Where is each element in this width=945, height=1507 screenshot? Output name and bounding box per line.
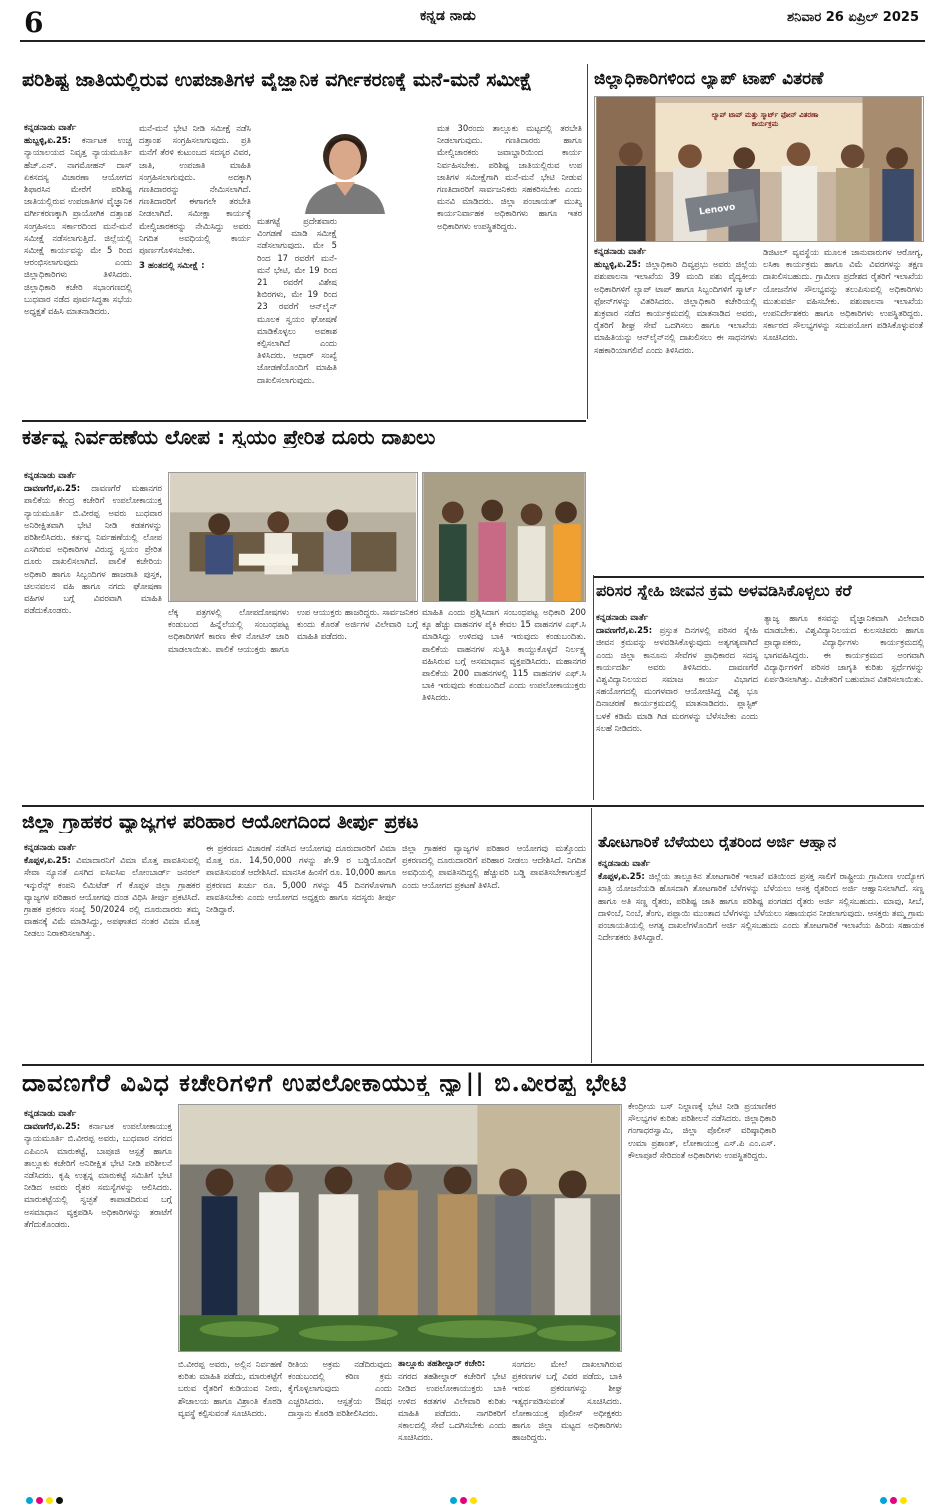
survey-column-2	[139, 122, 251, 397]
survey-column-3a	[257, 215, 337, 395]
market-visit-image	[179, 1105, 621, 1351]
issue-date: ಶನಿವಾರ 26 ಏಪ್ರಿಲ್ 2025	[787, 10, 919, 25]
lifestyle-column-2	[764, 612, 924, 802]
survey-text-2: ಮನೆ-ಮನೆ ಭೇಟಿ ನೀಡಿ ಸಮೀಕ್ಷೆ ನಡೆಸಿ ದತ್ತಾಂಶ ಸಂಗ್ರಹಿಸಲಾಗುವುದು. ಪ್ರತಿ ಮನೆಗೆ ತೆರಳಿ ಕುಟುಂಬದ ಸದಸ್ಯರ ವಿವರ, ಜಾತಿ, ಉಪಜಾತಿ ಮಾಹಿತಿ ಸಂಗ್ರಹಿಸಲಾಗುವುದು. ಅದಕ್ಕಾಗಿ ಗಣತಿದಾರರನ್ನು ನೇಮಿಸಲಾಗಿದೆ. ಗಣತಿದಾರರಿಗೆ ಈಗಾಗಲೇ ತರಬೇತಿ ನೀಡಲಾಗಿದೆ. ಸಮೀಕ್ಷಾ ಕಾರ್ಯಕ್ಕೆ ಮೇಲ್ವಿಚಾರಕರನ್ನು ನೇಮಿಸಿದ್ದು ಅವರು ನಿಗದಿತ ಅವಧಿಯಲ್ಲಿ ಕಾರ್ಯ ಪೂರ್ಣಗೊಳಿಸಬೇಕು.	[139, 123, 251, 256]
survey-column-4	[437, 122, 582, 397]
laptop-dateline: ಹುಬ್ಬಳ್ಳಿ,ಏ.25:	[594, 259, 641, 270]
section-rule	[22, 1064, 924, 1066]
complaint-text-3: ಮಾಹಿತಿ ಎಂದು ಪ್ರಶ್ನಿಸಿದಾಗ ಸಂಬಂಧಪಟ್ಟ ಅಧಿಕಾರಿ 200 ಕ್ಕೂ ಹೆಚ್ಚು ವಾಹನಗಳ ಪೈಕಿ ಕೇವಲ 15 ವಾಹನಗಳ ಎಫ್.ಸಿ ಮಾಡಿಸಿದ್ದು ಉಳಿದವು ಬಾಕಿ ಇರುವುದು ಕಂಡುಬಂದಿತು. ಪಾಲಿಕೆಯ ವಾಹನಗಳ ಸುಸ್ಥಿತಿ ಕಾಯ್ದುಕೊಳ್ಳದೆ ನಿರ್ಲಕ್ಷ್ಯ ವಹಿಸಿರುವ ಬಗ್ಗೆ ಅಸಮಾಧಾನ ವ್ಯಕ್ತಪಡಿಸಿದರು. ಮಹಾನಗರ ಪಾಲಿಕೆಯ 200 ವಾಹನಗಳಲ್ಲಿ 115 ವಾಹನಗಳ ಎಫ್.ಸಿ ಬಾಕಿ ಇರುವುದು ಕಂಡುಬಂದಿದೆ ಎಂದು ಉಪಲೋಕಾಯುಕ್ತರು ತಿಳಿಸಿದರು.	[422, 607, 586, 703]
laptop-headline: ಜಿಲ್ಲಾಧಿಕಾರಿಗಳಿಂದ ಲ್ಯಾಪ್ ಟಾಪ್ ವಿತರಣೆ	[594, 70, 824, 89]
laptop-column-1	[594, 246, 757, 414]
lifestyle-byline: ಕನ್ನಡನಾಡು ವಾರ್ತೆ	[596, 613, 649, 623]
laptop-event-photo	[594, 96, 924, 242]
complaint-column-3	[422, 606, 586, 801]
registration-mark	[36, 1497, 43, 1504]
consumer-dateline: ಕೊಪ್ಪಳ,ಏ.25:	[24, 855, 71, 866]
masthead	[0, 0, 945, 42]
page-number: 6	[24, 6, 44, 39]
laptop-byline: ಕನ್ನಡನಾಡು ವಾರ್ತೆ	[594, 247, 647, 257]
consumer-column-1	[24, 842, 200, 1057]
registration-mark	[26, 1497, 33, 1504]
lokayukta-text-5: ಸಂಗದಲ ಮೇಲೆ ದಾಖಲಾಗಿರುವ ಪ್ರಕರಣಗಳ ಬಗ್ಗೆ ವಿವರ ಪಡೆದು, ಬಾಕಿ ಇರುವ ಪ್ರಕರಣಗಳನ್ನು ಶೀಘ್ರ ಇತ್ಯರ್ಥಪಡಿಸುವಂತೆ ಸೂಚಿಸಿದರು. ಲೋಕಾಯುಕ್ತ ಪೊಲೀಸ್ ಅಧೀಕ್ಷಕರು ಹಾಗೂ ಜಿಲ್ಲಾ ಮಟ್ಟದ ಅಧಿಕಾರಿಗಳು ಹಾಜರಿದ್ದರು.	[512, 1359, 622, 1443]
registration-mark	[450, 1497, 457, 1504]
complaint-officials-photo	[422, 472, 586, 602]
complaint-text-2: ಲೆಕ್ಕ ಪತ್ರಗಳಲ್ಲಿ ಲೋಪದೋಷಗಳು ಕಂಡುಬಂದ ಹಿನ್ನೆಲೆಯಲ್ಲಿ ಸಂಬಂಧಪಟ್ಟ ಅಧಿಕಾರಿಗಳಿಗೆ ಕಾರಣ ಕೇಳಿ ನೋಟಿಸ್ ಜಾರಿ ಮಾಡಲಾಯಿತು. ಪಾಲಿಕೆ ಆಯುಕ್ತರು ಹಾಗೂ ಉಪ ಆಯುಕ್ತರು ಹಾಜರಿದ್ದರು. ಸಾರ್ವಜನಿಕರ ಕುಂದು ಕೊರತೆ ಅರ್ಜಿಗಳ ವಿಲೇವಾರಿ ಬಗ್ಗೆ ಮಾಹಿತಿ ಪಡೆದರು.	[168, 607, 418, 654]
survey-headline: ಪರಿಶಿಷ್ಟ ಜಾತಿಯಲ್ಲಿರುವ ಉಪಜಾತಿಗಳ ವೈಜ್ಞಾನಿಕ ವರ್ಗೀಕರಣಕ್ಕೆ ಮನೆ-ಮನೆ ಸಮೀಕ್ಷೆ	[22, 70, 533, 91]
paper-name: ಕನ್ನಡ ನಾಡು	[420, 8, 476, 24]
lokayukta-headline: ದಾವಣಗೆರೆ ವಿವಿಧ ಕಚೇರಿಗಳಿಗೆ ಉಪಲೋಕಾಯುಕ್ತ ನ್ಯಾ|| ಬಿ.ವೀರಪ್ಪ ಭೇಟಿ	[22, 1070, 628, 1097]
consumer-column-3	[402, 842, 586, 1057]
horticulture-text-1: ಜಿಲ್ಲೆಯ ತಾಲ್ಲೂಕಿನ ತೋಟಗಾರಿಕೆ ಇಲಾಖೆ ವತಿಯಿಂದ ಪ್ರಸಕ್ತ ಸಾಲಿಗೆ ರಾಷ್ಟ್ರೀಯ ಗ್ರಾಮೀಣ ಉದ್ಯೋಗ ಖಾತ್ರಿ ಯೋಜನೆಯಡಿ ಹೊಸದಾಗಿ ತೋಟಗಾರಿಕೆ ಬೆಳೆಗಳನ್ನು ಬೆಳೆಯಲು ಆಸಕ್ತ ರೈತರಿಂದ ಅರ್ಜಿ ಆಹ್ವಾನಿಸಲಾಗಿದೆ. ಸಣ್ಣ ಹಾಗೂ ಅತಿ ಸಣ್ಣ ರೈತರು, ಪರಿಶಿಷ್ಟ ಜಾತಿ ಹಾಗೂ ಪರಿಶಿಷ್ಟ ಪಂಗಡದ ರೈತರು ಅರ್ಜಿ ಸಲ್ಲಿಸಬಹುದು. ಮಾವು, ಸೀಬೆ, ದಾಳಿಂಬೆ, ನಿಂಬೆ, ತೆಂಗು, ಪಪ್ಪಾಯಿ ಮುಂತಾದ ಬೆಳೆಗಳನ್ನು ಬೆಳೆಯಲು ಸಹಾಯಧನ ನೀಡಲಾಗುವುದು. ಆಸಕ್ತರು ತಮ್ಮ ಗ್ರಾಮ ಪಂಚಾಯತಿಯಲ್ಲಿ ಅಗತ್ಯ ದಾಖಲೆಗಳೊಂದಿಗೆ ಅರ್ಜಿ ಸಲ್ಲಿಸಬಹುದು ಎಂದು ತೋಟಗಾರಿಕೆ ಇಲಾಖೆಯ ಹಿರಿಯ ಸಹಾಯಕ ನಿರ್ದೇಶಕರು ತಿಳಿಸಿದ್ದಾರೆ.	[598, 871, 924, 943]
section-rule	[22, 420, 586, 422]
survey-subhead-phases: 3 ಹಂತದಲ್ಲಿ ಸಮೀಕ್ಷೆ :	[139, 261, 205, 272]
consumer-byline: ಕನ್ನಡನಾಡು ವಾರ್ತೆ	[24, 843, 77, 853]
survey-byline: ಕನ್ನಡನಾಡು ವಾರ್ತೆ	[24, 123, 77, 133]
horticulture-column-1	[598, 858, 924, 1058]
lifestyle-column-1	[596, 612, 758, 802]
lifestyle-headline: ಪರಿಸರ ಸ್ನೇಹಿ ಜೀವನ ಕ್ರಮ ಅಳವಡಿಸಿಕೊಳ್ಳಲು ಕರೆ	[596, 582, 852, 600]
registration-mark	[56, 1497, 63, 1504]
registration-mark	[460, 1497, 467, 1504]
column-divider	[587, 64, 588, 419]
laptop-photo-banner: ಲ್ಯಾಪ್ ಟಾಪ್ ಮತ್ತು ಸ್ಮಾರ್ಟ್ ಫೋನ್ ವಿತರಣಾ ಕಾರ್ಯಕ್ರಮ	[711, 111, 819, 128]
column-divider	[591, 808, 592, 1063]
consumer-column-2	[206, 842, 396, 1057]
lokayukta-market-photo	[178, 1104, 622, 1352]
registration-mark	[900, 1497, 907, 1504]
consumer-headline: ಜಿಲ್ಲಾ ಗ್ರಾಹಕರ ವ್ಯಾಜ್ಯಗಳ ಪರಿಹಾರ ಆಯೋಗದಿಂದ ತೀರ್ಪು ಪ್ರಕಟ	[22, 812, 419, 833]
consumer-text-2: ಈ ಪ್ರಕರಣದ ವಿಚಾರಣೆ ನಡೆಸಿದ ಆಯೋಗವು ದೂರುದಾರರಿಗೆ ವಿಮಾ ಮೊತ್ತ ರೂ. 14,50,000 ಗಳನ್ನು ಶೇ.9 ರ ಬಡ್ಡಿಯೊಂದಿಗೆ ಪಾವತಿಸುವಂತೆ ಆದೇಶಿಸಿದೆ. ಮಾನಸಿಕ ಹಿಂಸೆಗೆ ರೂ. 10,000 ಹಾಗೂ ಪ್ರಕರಣದ ಖರ್ಚು ರೂ. 5,000 ಗಳನ್ನು 45 ದಿನಗಳೊಳಗಾಗಿ ಪಾವತಿಸಬೇಕು ಎಂದು ಆಯೋಗದ ಅಧ್ಯಕ್ಷರು ಹಾಗೂ ಸದಸ್ಯರು ತೀರ್ಪು ನೀಡಿದ್ದಾರೆ.	[206, 843, 396, 915]
survey-text-3: ಮತಗಟ್ಟೆ ಪ್ರದೇಶವಾರು ವಿಂಗಡಣೆ ಮಾಡಿ ಸಮೀಕ್ಷೆ ನಡೆಸಲಾಗುವುದು. ಮೇ 5 ರಿಂದ 17 ರವರೆಗೆ ಮನೆ-ಮನೆ ಭೇಟಿ, ಮೇ 19 ರಿಂದ 21 ರವರೆಗೆ ವಿಶೇಷ ಶಿಬಿರಗಳು, ಮೇ 19 ರಿಂದ 23 ರವರೆಗೆ ಆನ್‌ಲೈನ್ ಮೂಲಕ ಸ್ವಯಂ ಘೋಷಣೆ ಮಾಡಿಕೊಳ್ಳಲು ಅವಕಾಶ ಕಲ್ಪಿಸಲಾಗಿದೆ ಎಂದು ತಿಳಿಸಿದರು. ಆಧಾರ್ ಸಂಖ್ಯೆ ಜೋಡಣೆಯೊಂದಿಗೆ ಮಾಹಿತಿ ದಾಖಲಿಸಲಾಗುವುದು.	[257, 216, 337, 385]
laptop-column-2	[763, 246, 923, 571]
survey-text-4: ಮತ 30ರಂದು ತಾಲ್ಲೂಕು ಮಟ್ಟದಲ್ಲಿ ತರಬೇತಿ ನೀಡಲಾಗುವುದು. ಗಣತಿದಾರರು ಹಾಗೂ ಮೇಲ್ವಿಚಾರಕರು ಜವಾಬ್ದಾರಿಯಿಂದ ಕಾರ್ಯ ನಿರ್ವಹಿಸಬೇಕು. ಪರಿಶಿಷ್ಟ ಜಾತಿಯಲ್ಲಿರುವ ಉಪ ಜಾತಿಗಳ ಸಮೀಕ್ಷೆಗಾಗಿ ಮನೆ-ಮನೆ ಭೇಟಿ ನೀಡುವ ಗಣತಿದಾರರಿಗೆ ಸಾರ್ವಜನಿಕರು ಸಹಕರಿಸಬೇಕು ಎಂದು ಮನವಿ ಮಾಡಿದರು. ಜಿಲ್ಲಾ ಪಂಚಾಯತ್ ಮುಖ್ಯ ಕಾರ್ಯನಿರ್ವಾಹಕ ಅಧಿಕಾರಿಗಳು ಹಾಗೂ ಇತರ ಅಧಿಕಾರಿಗಳು ಉಪಸ್ಥಿತರಿದ್ದರು.	[437, 123, 582, 231]
lokayukta-byline: ಕನ್ನಡನಾಡು ವಾರ್ತೆ	[24, 1109, 77, 1119]
lokayukta-text-1: ಕರ್ನಾಟಕ ಉಪಲೋಕಾಯುಕ್ತ ನ್ಯಾಯಮೂರ್ತಿ ಬಿ.ವೀರಪ್ಪ ಅವರು, ಬುಧವಾರ ನಗರದ ಎಪಿಎಂಸಿ ಮಾರುಕಟ್ಟೆ, ಬಾಪೂಜಿ ಆಸ್ಪತ್ರೆ ಹಾಗೂ ತಾಲ್ಲೂಕು ಕಚೇರಿಗೆ ಅನಿರೀಕ್ಷಿತ ಭೇಟಿ ನೀಡಿ ಪರಿಶೀಲನೆ ನಡೆಸಿದರು. ಕೃಷಿ ಉತ್ಪನ್ನ ಮಾರುಕಟ್ಟೆ ಸಮಿತಿಗೆ ಭೇಟಿ ನೀಡಿದ ಅವರು ರೈತರ ಸಮಸ್ಯೆಗಳನ್ನು ಆಲಿಸಿದರು. ಮಾರುಕಟ್ಟೆಯಲ್ಲಿ ಸ್ವಚ್ಛತೆ ಕಾಪಾಡದಿರುವ ಬಗ್ಗೆ ಅಸಮಾಧಾನ ವ್ಯಕ್ತಪಡಿಸಿ ಅಧಿಕಾರಿಗಳನ್ನು ತರಾಟೆಗೆ ತೆಗೆದುಕೊಂಡರು.	[24, 1121, 172, 1229]
complaint-byline: ಕನ್ನಡನಾಡು ವಾರ್ತೆ	[24, 471, 77, 481]
officials-image	[423, 473, 585, 601]
lokayukta-column-4	[398, 1358, 506, 1488]
print-registration-bar	[0, 1495, 945, 1507]
registration-mark	[890, 1497, 897, 1504]
consumer-text-3: ಜಿಲ್ಲಾ ಗ್ರಾಹಕರ ವ್ಯಾಜ್ಯಗಳ ಪರಿಹಾರ ಆಯೋಗವು ಮತ್ತೊಂದು ಪ್ರಕರಣದಲ್ಲಿ ದೂರುದಾರರಿಗೆ ಪರಿಹಾರ ನೀಡಲು ಆದೇಶಿಸಿದೆ. ನಿಗದಿತ ಅವಧಿಯಲ್ಲಿ ಪಾವತಿಸದಿದ್ದಲ್ಲಿ ಹೆಚ್ಚುವರಿ ಬಡ್ಡಿ ಪಾವತಿಸಬೇಕಾಗುತ್ತದೆ ಎಂದು ಆಯೋಗದ ಪ್ರಕಟಣೆ ತಿಳಿಸಿದೆ.	[402, 843, 586, 890]
laptop-text-1: ಜಿಲ್ಲಾಧಿಕಾರಿ ದಿವ್ಯಪ್ರಭು ಅವರು ಜಿಲ್ಲೆಯ ಪಶುಪಾಲನಾ ಇಲಾಖೆಯ 39 ಮಂದಿ ಪಶು ವೈದ್ಯಕೀಯ ಅಧಿಕಾರಿಗಳಿಗೆ ಲ್ಯಾಪ್ ಟಾಪ್ ಹಾಗೂ ಸಿಬ್ಬಂದಿಗಳಿಗೆ ಸ್ಮಾರ್ಟ್ ಫೋನ್‌ಗಳನ್ನು ವಿತರಿಸಿದರು. ಜಿಲ್ಲಾಧಿಕಾರಿ ಕಚೇರಿಯಲ್ಲಿ ಶುಕ್ರವಾರ ನಡೆದ ಕಾರ್ಯಕ್ರಮದಲ್ಲಿ ಮಾತನಾಡಿದ ಅವರು, ರೈತರಿಗೆ ಶೀಘ್ರ ಸೇವೆ ಒದಗಿಸಲು ಹಾಗೂ ಇಲಾಖೆಯ ಮಾಹಿತಿಯನ್ನು ಆನ್‌ಲೈನ್‌ನಲ್ಲಿ ದಾಖಲಿಸಲು ಈ ಸಾಧನಗಳು ಸಹಕಾರಿಯಾಗಲಿವೆ ಎಂದು ತಿಳಿಸಿದರು.	[594, 259, 757, 355]
lifestyle-text-1: ಪ್ರಸ್ತುತ ದಿನಗಳಲ್ಲಿ ಪರಿಸರ ಸ್ನೇಹಿ ಜೀವನ ಕ್ರಮವನ್ನು ಅಳವಡಿಸಿಕೊಳ್ಳುವುದು ಅತ್ಯಗತ್ಯವಾಗಿದೆ ಎಂದು ಜಿಲ್ಲಾ ಕಾನೂನು ಸೇವೆಗಳ ಪ್ರಾಧಿಕಾರದ ಸದಸ್ಯ ಕಾರ್ಯದರ್ಶಿ ಅವರು ತಿಳಿಸಿದರು. ದಾವಣಗೆರೆ ವಿಶ್ವವಿದ್ಯಾನಿಲಯದ ಸಮಾಜ ಕಾರ್ಯ ವಿಭಾಗದ ಸಹಯೋಗದಲ್ಲಿ ಮಂಗಳವಾರ ಆಯೋಜಿಸಿದ್ದ ವಿಶ್ವ ಭೂ ದಿನಾಚರಣೆ ಕಾರ್ಯಕ್ರಮದಲ್ಲಿ ಮಾತನಾಡಿದರು. ಪ್ಲಾಸ್ಟಿಕ್ ಬಳಕೆ ಕಡಿಮೆ ಮಾಡಿ ಗಿಡ ಮರಗಳನ್ನು ಬೆಳೆಸಬೇಕು ಎಂದು ಸಲಹೆ ನೀಡಿದರು.	[596, 625, 758, 733]
survey-text-1: ಕರ್ನಾಟಕ ಉಚ್ಚ ನ್ಯಾಯಾಲಯದ ನಿವೃತ್ತ ನ್ಯಾಯಮೂರ್ತಿ ಹೆಚ್.ಎನ್. ನಾಗಮೋಹನ್ ದಾಸ್ ಏಕಸದಸ್ಯ ವಿಚಾರಣಾ ಆಯೋಗದ ಶಿಫಾರಸಿನ ಮೇರೆಗೆ ಪರಿಶಿಷ್ಟ ಜಾತಿಯಲ್ಲಿರುವ ಉಪಜಾತಿಗಳ ವೈಜ್ಞಾನಿಕ ವರ್ಗೀಕರಣಕ್ಕಾಗಿ ಪ್ರಾಯೋಗಿಕ ದತ್ತಾಂಶ ಸಂಗ್ರಹಿಸಲು ಸರ್ಕಾರದಿಂದ ಮನೆ-ಮನೆ ಸಮೀಕ್ಷೆ ನಡೆಸಲಾಗುತ್ತಿದೆ. ಜಿಲ್ಲೆಯಲ್ಲಿ ಸಮೀಕ್ಷೆ ಕಾರ್ಯವನ್ನು ಮೇ 5 ರಿಂದ ಆರಂಭಿಸಲಾಗುವುದು ಎಂದು ಜಿಲ್ಲಾಧಿಕಾರಿಗಳು ತಿಳಿಸಿದರು. ಜಿಲ್ಲಾಧಿಕಾರಿ ಕಚೇರಿ ಸಭಾಂಗಣದಲ್ಲಿ ಬುಧವಾರ ನಡೆದ ಪೂರ್ವಸಿದ್ಧತಾ ಸಭೆಯ ಅಧ್ಯಕ್ಷತೆ ವಹಿಸಿ ಮಾತನಾಡಿದರು.	[24, 135, 132, 317]
survey-column-3b	[342, 122, 432, 397]
complaint-text-1: ದಾವಣಗೆರೆ ಮಹಾನಗರ ಪಾಲಿಕೆಯ ಕೇಂದ್ರ ಕಚೇರಿಗೆ ಉಪಲೋಕಾಯುಕ್ತ ನ್ಯಾಯಮೂರ್ತಿ ಬಿ.ವೀರಪ್ಪ ಅವರು ಬುಧವಾರ ಅನಿರೀಕ್ಷಿತವಾಗಿ ಭೇಟಿ ನೀಡಿ ಕಡತಗಳನ್ನು ಪರಿಶೀಲಿಸಿದರು. ಕರ್ತವ್ಯ ನಿರ್ವಹಣೆಯಲ್ಲಿ ಲೋಪ ಎಸಗಿರುವ ಅಧಿಕಾರಿಗಳ ವಿರುದ್ಧ ಸ್ವಯಂ ಪ್ರೇರಿತ ದೂರು ದಾಖಲಿಸಲಾಗಿದೆ. ಪಾಲಿಕೆ ಕಚೇರಿಯ ಅಧಿಕಾರಿ ಹಾಗೂ ಸಿಬ್ಬಂದಿಗಳ ಹಾಜರಾತಿ ಪುಸ್ತಕ, ಚಲನವಲನ ವಹಿ ಹಾಗೂ ನಗದು ಘೋಷಣಾ ವಹಿಗಳ ಬಗ್ಗೆ ವಿವರವಾಗಿ ಮಾಹಿತಿ ಪಡೆದುಕೊಂಡರು.	[24, 483, 162, 616]
complaint-headline: ಕರ್ತವ್ಯ ನಿರ್ವಹಣೆಯ ಲೋಪ : ಸ್ವಯಂ ಪ್ರೇರಿತ ದೂರು ದಾಖಲು	[22, 426, 436, 448]
lifestyle-dateline: ದಾವಣಗೆರೆ,ಏ.25:	[596, 625, 653, 636]
horticulture-byline: ಕನ್ನಡನಾಡು ವಾರ್ತೆ	[598, 859, 651, 869]
laptop-box-label: Lenovo	[698, 202, 737, 218]
laptop-text-2: ಡಿಜಿಟಲ್ ವ್ಯವಸ್ಥೆಯ ಮೂಲಕ ಜಾನುವಾರುಗಳ ಆರೋಗ್ಯ, ಲಸಿಕಾ ಕಾರ್ಯಕ್ರಮ ಹಾಗೂ ವಿಮೆ ವಿವರಗಳನ್ನು ತಕ್ಷಣ ದಾಖಲಿಸಬಹುದು. ಗ್ರಾಮೀಣ ಪ್ರದೇಶದ ರೈತರಿಗೆ ಇಲಾಖೆಯ ಯೋಜನೆಗಳ ಸೌಲಭ್ಯವನ್ನು ತಲುಪಿಸುವಲ್ಲಿ ಅಧಿಕಾರಿಗಳು ಮುತುವರ್ಜಿ ವಹಿಸಬೇಕು. ಪಶುಪಾಲನಾ ಇಲಾಖೆಯ ಉಪನಿರ್ದೇಶಕರು ಹಾಗೂ ಅಧಿಕಾರಿಗಳು ಉಪಸ್ಥಿತರಿದ್ದರು. ಸರ್ಕಾರದ ಸೌಲಭ್ಯಗಳನ್ನು ಸದುಪಯೋಗ ಪಡಿಸಿಕೊಳ್ಳುವಂತೆ ಸೂಚಿಸಿದರು.	[763, 247, 923, 343]
lokayukta-text-2: ಬಿ.ವೀರಪ್ಪ ಅವರು, ಅಲ್ಲಿನ ನಿರ್ವಹಣೆ ಕುರಿತು ಮಾಹಿತಿ ಪಡೆದು, ಮಾರುಕಟ್ಟೆಗೆ ಬರುವ ರೈತರಿಗೆ ಕುಡಿಯುವ ನೀರು, ಶೌಚಾಲಯ ಹಾಗೂ ವಿಶ್ರಾಂತಿ ಕೊಠಡಿ ವ್ಯವಸ್ಥೆ ಕಲ್ಪಿಸುವಂತೆ ಸೂಚಿಸಿದರು.	[178, 1359, 282, 1418]
survey-dateline: ಹುಬ್ಬಳ್ಳಿ,ಏ.25:	[24, 135, 71, 146]
office-inspection-image	[169, 473, 417, 601]
lokayukta-column-7	[782, 1100, 924, 1488]
complaint-column-1	[24, 470, 162, 800]
lokayukta-subhead-tahsildar: ತಾಲ್ಲೂಕು ತಹಶೀಲ್ದಾರ್ ಕಚೇರಿ:	[398, 1359, 486, 1369]
registration-mark	[470, 1497, 477, 1504]
complaint-column-2	[168, 606, 418, 801]
lifestyle-text-2: ತ್ಯಾಜ್ಯ ಹಾಗೂ ಕಸವನ್ನು ವೈಜ್ಞಾನಿಕವಾಗಿ ವಿಲೇವಾರಿ ಮಾಡಬೇಕು. ವಿಶ್ವವಿದ್ಯಾನಿಲಯದ ಕುಲಸಚಿವರು ಹಾಗೂ ಪ್ರಾಧ್ಯಾಪಕರು, ವಿದ್ಯಾರ್ಥಿಗಳು ಕಾರ್ಯಕ್ರಮದಲ್ಲಿ ಭಾಗವಹಿಸಿದ್ದರು. ಈ ಕಾರ್ಯಕ್ರಮದ ಅಂಗವಾಗಿ ವಿದ್ಯಾರ್ಥಿಗಳಿಗೆ ಪರಿಸರ ಜಾಗೃತಿ ಕುರಿತು ಸ್ಪರ್ಧೆಗಳನ್ನು ಏರ್ಪಡಿಸಲಾಗಿತ್ತು. ವಿಜೇತರಿಗೆ ಬಹುಮಾನ ವಿತರಿಸಲಾಯಿತು.	[764, 613, 924, 685]
horticulture-dateline: ಕೊಪ್ಪಳ,ಏ.25:	[598, 871, 645, 882]
lokayukta-column-5	[512, 1358, 622, 1488]
section-rule	[22, 805, 924, 807]
lokayukta-dateline: ದಾವಣಗೆರೆ,ಏ.25:	[24, 1121, 81, 1132]
lokayukta-column-1	[24, 1108, 172, 1488]
registration-mark	[46, 1497, 53, 1504]
complaint-office-photo	[168, 472, 418, 602]
lokayukta-text-3: ರೀತಿಯ ಅಕ್ರಮ ನಡೆದಿರುವುದು ಕಂಡುಬಂದಲ್ಲಿ ಕಠಿಣ ಕ್ರಮ ಕೈಗೊಳ್ಳಲಾಗುವುದು ಎಂದು ಎಚ್ಚರಿಸಿದರು. ಆಸ್ಪತ್ರೆಯ ಔಷಧ ದಾಸ್ತಾನು ಕೊಠಡಿ ಪರಿಶೀಲಿಸಿದರು.	[288, 1359, 392, 1418]
lokayukta-text-4: ನಗರದ ತಹಶೀಲ್ದಾರ್ ಕಚೇರಿಗೆ ಭೇಟಿ ನೀಡಿದ ಉಪಲೋಕಾಯುಕ್ತರು ಬಾಕಿ ಉಳಿದ ಕಡತಗಳ ವಿಲೇವಾರಿ ಕುರಿತು ಮಾಹಿತಿ ಪಡೆದರು. ನಾಗರಿಕರಿಗೆ ಸಕಾಲದಲ್ಲಿ ಸೇವೆ ಒದಗಿಸಬೇಕು ಎಂದು ಸೂಚಿಸಿದರು.	[398, 1371, 506, 1443]
survey-column-1	[24, 122, 132, 397]
lokayukta-column-6	[628, 1100, 776, 1488]
column-divider	[593, 575, 594, 800]
section-rule	[594, 576, 924, 578]
complaint-dateline: ದಾವಣಗೆರೆ,ಏ.25:	[24, 483, 81, 494]
consumer-text-1: ವಿಮಾದಾರನಿಗೆ ವಿಮಾ ಮೊತ್ತ ಪಾವತಿಸುವಲ್ಲಿ ಸೇವಾ ನ್ಯೂನತೆ ಎಸಗಿದ ಐಸಿಐಸಿಐ ಲೋಂಬಾರ್ಡ್ ಜನರಲ್ ಇನ್ಶುರೆನ್ಸ್ ಕಂಪನಿ ಲಿಮಿಟೆಡ್ ಗೆ ಕೊಪ್ಪಳ ಜಿಲ್ಲಾ ಗ್ರಾಹಕರ ವ್ಯಾಜ್ಯಗಳ ಪರಿಹಾರ ಆಯೋಗವು ದಂಡ ವಿಧಿಸಿ ತೀರ್ಪು ಪ್ರಕಟಿಸಿದೆ. ಗ್ರಾಹಕ ಪ್ರಕರಣ ಸಂಖ್ಯೆ 50/2024 ರಲ್ಲಿ ದೂರುದಾರರು ತಮ್ಮ ವಾಹನಕ್ಕೆ ವಿಮೆ ಮಾಡಿಸಿದ್ದು, ಅಪಘಾತದ ನಂತರ ವಿಮಾ ಮೊತ್ತ ನೀಡಲು ನಿರಾಕರಿಸಲಾಗಿತ್ತು.	[24, 855, 200, 939]
registration-mark	[880, 1497, 887, 1504]
lokayukta-column-3	[288, 1358, 392, 1488]
lokayukta-text-6: ಕೇಂದ್ರೀಯ ಬಸ್ ನಿಲ್ದಾಣಕ್ಕೆ ಭೇಟಿ ನೀಡಿ ಪ್ರಯಾಣಿಕರ ಸೌಲಭ್ಯಗಳ ಕುರಿತು ಪರಿಶೀಲನೆ ನಡೆಸಿದರು. ಜಿಲ್ಲಾಧಿಕಾರಿ ಗಂಗಾಧರಸ್ವಾಮಿ, ಜಿಲ್ಲಾ ಪೊಲೀಸ್ ವರಿಷ್ಠಾಧಿಕಾರಿ ಉಮಾ ಪ್ರಶಾಂತ್, ಲೋಕಾಯುಕ್ತ ಎಸ್.ಪಿ ಎಂ.ಎಸ್. ಕೌಲಾಪೂರೆ ಸೇರಿದಂತೆ ಅಧಿಕಾರಿಗಳು ಉಪಸ್ಥಿತರಿದ್ದರು.	[628, 1101, 776, 1160]
lokayukta-column-2	[178, 1358, 282, 1488]
horticulture-headline: ತೋಟಗಾರಿಕೆ ಬೆಳೆಯಲು ರೈತರಿಂದ ಅರ್ಜಿ ಆಹ್ವಾನ	[598, 834, 837, 851]
masthead-rule	[20, 40, 925, 42]
